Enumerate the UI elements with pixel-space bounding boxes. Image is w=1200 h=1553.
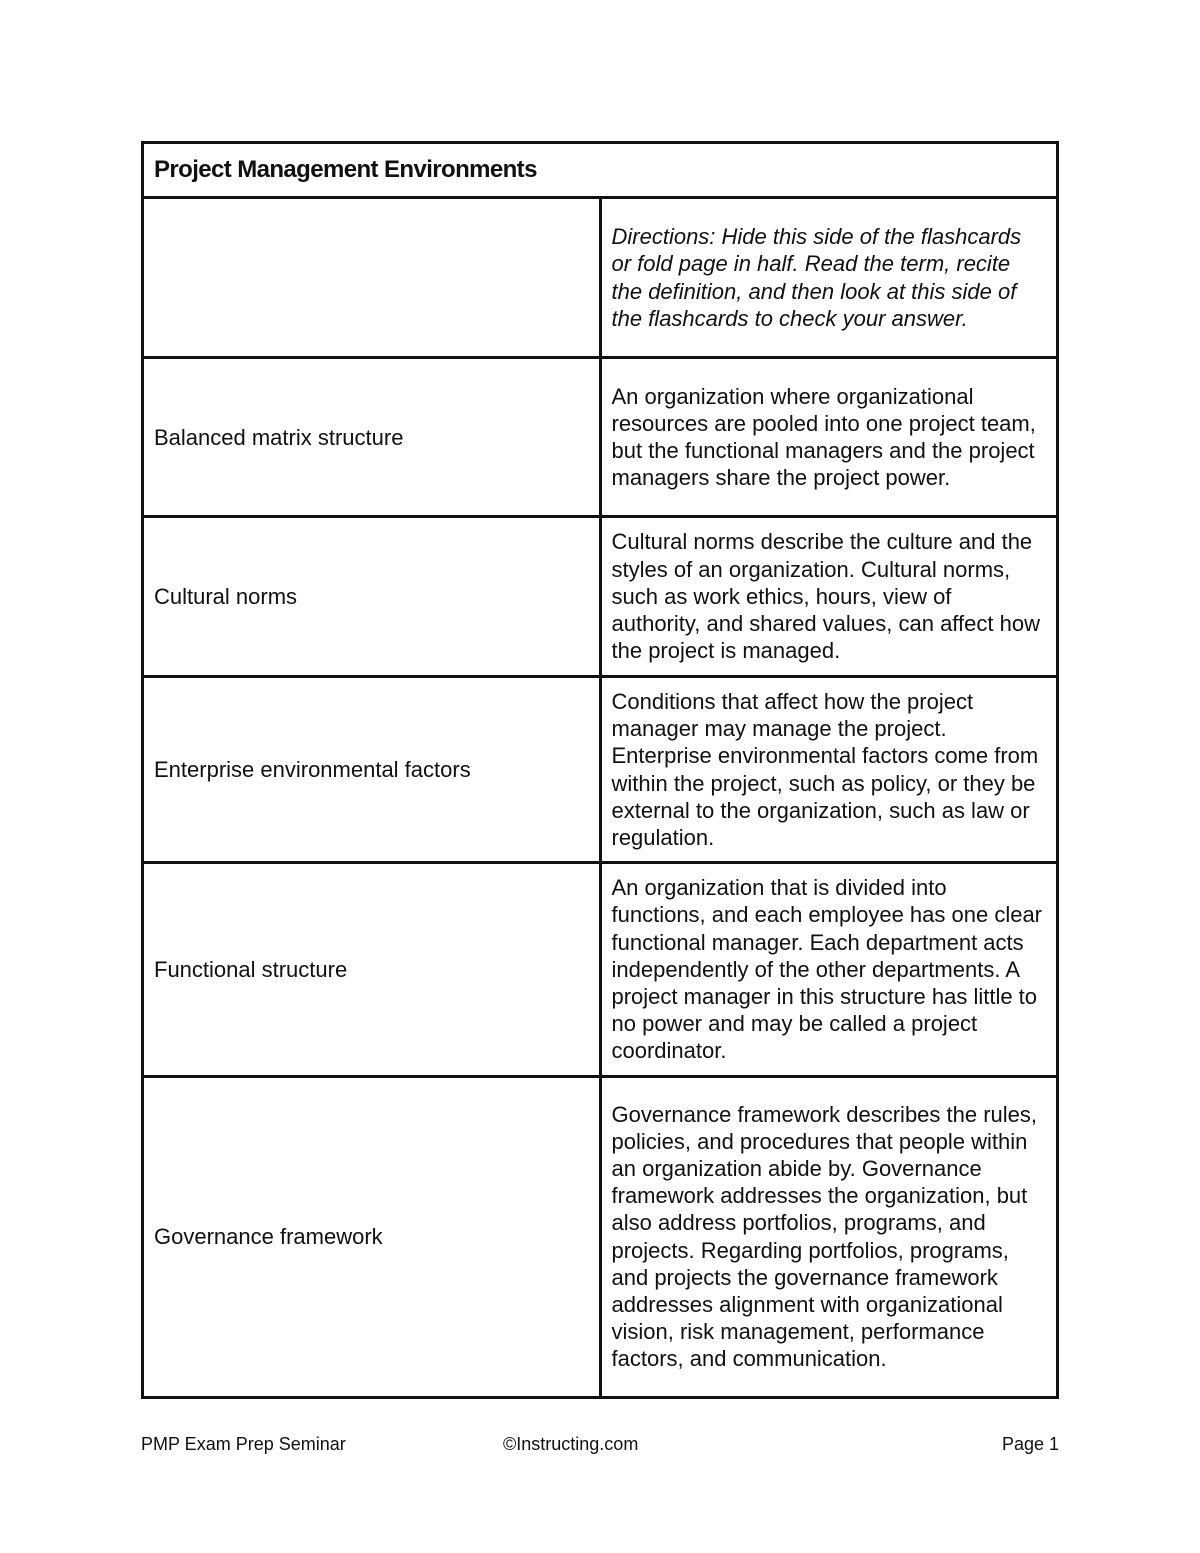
definition-cell: Cultural norms describe the culture and the styles of an organization. Cultural norms, such as work ethics, hours, view of authority, and shared values, can affect how the project is managed. [600,517,1058,677]
footer-page-number: Page 1 [1001,1434,1059,1454]
definition-cell: Governance framework describes the rules, policies, and procedures that people within an organization abide by. Governance framework addresses the organization, but also address portfolios, programs, and projects. Regarding portfolios, programs, and projects the governance framework addresses alignment with organizational vision, risk management, performance factors, and communication. [600,1076,1058,1397]
term-cell: Enterprise environmental factors [143,677,601,863]
directions-row [143,198,1058,358]
definition-cell: Conditions that affect how the project manager may manage the project. Enterprise environmental factors come from within the project, such as policy, or they be external to the organization, such as law or regulation. [600,677,1058,863]
definition-cell: An organization that is divided into functions, and each employee has one clear functional manager. Each department acts independently of the other departments. A project manager in this structure has little to no power and may be called a project coordinator. [600,863,1058,1076]
term-cell: Functional structure [143,863,601,1076]
term-cell: Balanced matrix structure [143,358,601,517]
table-row [143,1076,1058,1397]
table-row [143,677,1058,863]
empty-term-cell [143,198,601,358]
table-row [143,358,1058,517]
term-cell: Cultural norms [143,517,601,677]
term-cell: Governance framework [143,1076,601,1397]
definition-cell: An organization where organizational resources are pooled into one project team, but the functional managers and the project managers share the project power. [600,358,1058,517]
flashcard-table [141,141,1059,1399]
table-row [143,517,1058,677]
footer-seminar-name: PMP Exam Prep Seminar [141,1434,346,1454]
footer-copyright: ©Instructing.com [503,1434,639,1454]
table-title: Project Management Environments [143,143,1058,198]
table-row [143,863,1058,1076]
directions-text: Directions: Hide this side of the flashcards or fold page in half. Read the term, recite the definition, and then look at this side of the flashcards to check your answer. [600,198,1058,358]
title-row [143,143,1058,198]
